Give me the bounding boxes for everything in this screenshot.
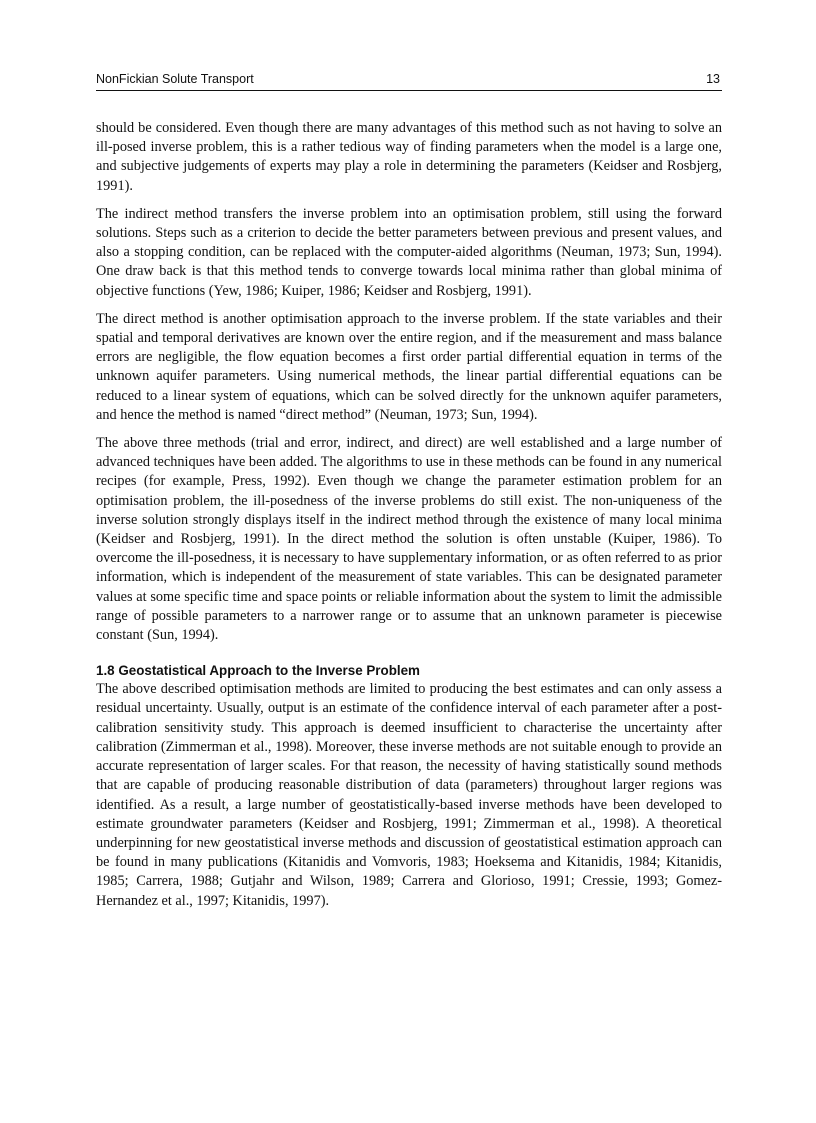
- body-text: [96, 119, 722, 911]
- document-page: [96, 68, 722, 920]
- section-heading: 1.8 Geostatistical Approach to the Inverse Problem: [96, 663, 420, 679]
- page-number: 13: [706, 72, 720, 86]
- paragraph: The above three methods (trial and error, indirect, and direct) are well established and a large number of advanced techniques have been added. The algorithms to use in these methods can be found in any numerical recipes (for example, Press, 1992). Even though we change the parameter estimation problem for an optimisation problem, the ill-posedness of the inverse problems do still exist. The non-uniqueness of the inverse solution strongly displays itself in the indirect method through the existence of many local minima (Keidser and Rosbjerg, 1991). In the direct method the solution is often unstable (Kuiper, 1986). To overcome the ill-posedness, it is necessary to have supplementary information, or as often referred to as prior information, which is independent of the measurement of state variables. This can be designated parameter values at some specific time and space points or reliable information about the system to limit the admissible range of possible parameters to a narrower range or to assume that an unknown parameter is piecewise constant (Sun, 1994).: [96, 435, 722, 644]
- paragraph: should be considered. Even though there are many advantages of this method such as not having to solve an ill-posed inverse problem, this is a rather tedious way of finding parameters when the model is a large one, and subjective judgements of experts may play a role in determining the parameters (Keidser and Rosbjerg, 1991).: [96, 120, 722, 194]
- section-paragraph: The above described optimisation methods are limited to producing the best estimates and can only assess a residual uncertainty. Usually, output is an estimate of the confidence interval of each parameter after a post-calibration sensitivity study. This approach is deemed insufficient to characterise the uncertainty after calibration (Zimmerman et al., 1998). Moreover, these inverse methods are not suitable enough to provide an accurate representation of larger scales. For that reason, the necessity of having statistically sound methods that are capable of producing reasonable distribution of data (parameters) throughout larger regions was identified. As a result, a large number of geostatistically-based inverse methods have been developed to estimate groundwater parameters (Keidser and Rosbjerg, 1991; Zimmerman et al., 1998). A theoretical underpinning for new geostatistical inverse methods and discussion of geostatistical estimation approach can be found in many publications (Kitanidis and Vomvoris, 1983; Hoeksema and Kitanidis, 1984; Kitanidis, 1985; Carrera, 1988; Gutjahr and Wilson, 1989; Carrera and Glorioso, 1991; Cressie, 1993; Gomez-Hernandez et al., 1997; Kitanidis, 1997).: [96, 681, 722, 909]
- paragraph: The indirect method transfers the inverse problem into an optimisation problem, still using the forward solutions. Steps such as a criterion to decide the better parameters between previous and present values, and also a stopping condition, can be replaced with the computer-aided algorithms (Neuman, 1973; Sun, 1994). One draw back is that this method tends to converge towards local minima rather than global minima of objective functions (Yew, 1986; Kuiper, 1986; Keidser and Rosbjerg, 1991).: [96, 205, 722, 299]
- running-header: [96, 68, 722, 91]
- paragraph: The direct method is another optimisation approach to the inverse problem. If the state variables and their spatial and temporal derivatives are known over the entire region, and if the measurement and mass balance errors are negligible, the flow equation becomes a first order partial differential equation in terms of the unknown aquifer parameters. Using numerical methods, the linear partial differential equations can be reduced to a linear system of equations, which can be solved directly for the unknown aquifer parameters, and hence the method is named “direct method” (Neuman, 1973; Sun, 1994).: [96, 310, 722, 423]
- running-title: NonFickian Solute Transport: [96, 72, 254, 86]
